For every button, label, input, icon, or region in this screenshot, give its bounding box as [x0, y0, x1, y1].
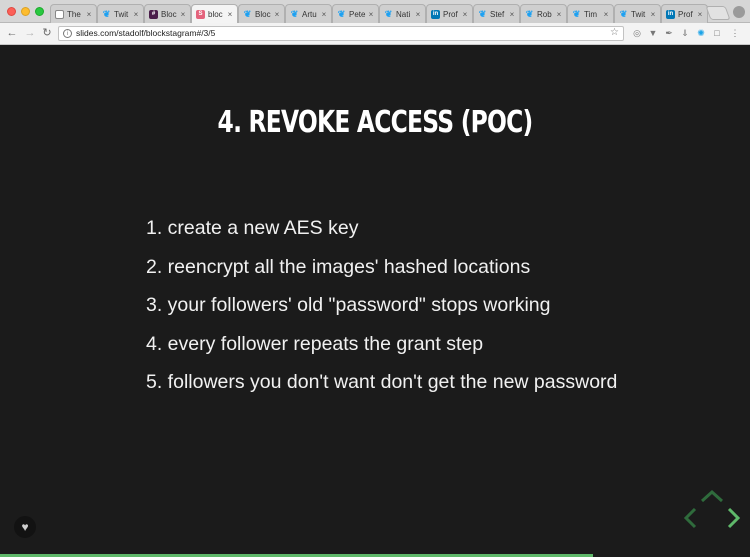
browser-tab[interactable] [50, 4, 97, 23]
reload-icon[interactable]: ↻ [42, 27, 52, 39]
browser-tab[interactable] [520, 4, 567, 23]
tab-close-icon[interactable]: × [368, 9, 374, 19]
tab-title: bloc [208, 9, 223, 19]
tab-close-icon[interactable]: × [697, 9, 703, 19]
tab-title: Artu [302, 9, 317, 19]
tab-close-icon[interactable]: × [227, 9, 233, 19]
twitter-icon: ❦ [525, 8, 534, 19]
tab-title: Prof [443, 9, 458, 19]
browser-tab[interactable] [191, 4, 238, 23]
browser-tab[interactable] [285, 4, 332, 23]
browser-tab[interactable] [614, 4, 661, 23]
tab-strip [50, 4, 708, 23]
bookmark-star-icon[interactable]: ☆ [610, 27, 619, 38]
tab-title: Tim [584, 9, 598, 19]
slack-icon: # [149, 10, 158, 19]
browser-tab[interactable] [332, 4, 379, 23]
browser-tab-bar [0, 0, 750, 23]
heart-icon[interactable]: ♥ [14, 516, 36, 538]
extension-download-icon[interactable]: ⇓ [681, 28, 689, 38]
tab-title: Twit [631, 9, 646, 19]
linkedin-icon: in [432, 11, 439, 17]
twitter-icon: ❦ [478, 8, 487, 19]
maximize-window-button[interactable] [35, 7, 44, 16]
browser-tab[interactable] [473, 4, 520, 23]
tab-title: Rob [537, 9, 552, 19]
nav-right-arrow-icon[interactable] [729, 509, 738, 527]
tab-close-icon[interactable]: × [556, 9, 562, 19]
twitter-icon: ❦ [290, 8, 299, 19]
list-item: 3. your followers' old "password" stops working [146, 294, 551, 316]
tab-title: Pete [349, 9, 366, 19]
url-text: slides.com/stadolf/blockstagram#/3/5 [76, 28, 216, 38]
tab-close-icon[interactable]: × [274, 9, 280, 19]
tab-close-icon[interactable]: × [415, 9, 421, 19]
twitter-icon: ❦ [337, 8, 346, 19]
nav-up-arrow-icon[interactable] [702, 492, 722, 501]
list-item: 2. reencrypt all the images' hashed locations [146, 255, 531, 278]
slide [0, 45, 750, 554]
browser-tab[interactable] [426, 4, 473, 23]
tab-close-icon[interactable]: × [603, 9, 609, 19]
tab-title: Twit [114, 9, 129, 19]
browser-tab[interactable] [144, 4, 191, 23]
twitter-icon: ❦ [619, 8, 628, 19]
new-tab-button[interactable] [705, 6, 730, 20]
linkedin-icon: in [667, 11, 674, 17]
slides-icon: S [196, 10, 205, 19]
extension-circle-icon[interactable]: ◎ [633, 28, 641, 38]
tab-close-icon[interactable]: × [462, 9, 468, 19]
extension-square-icon[interactable]: □ [714, 28, 720, 38]
forward-arrow-icon[interactable]: → [24, 27, 36, 39]
profile-icon[interactable] [733, 6, 745, 18]
tab-title: Bloc [161, 9, 177, 19]
tab-title: Prof [678, 9, 693, 19]
twitter-icon: ❦ [102, 8, 111, 19]
tab-close-icon[interactable]: × [321, 9, 327, 19]
close-window-button[interactable] [7, 7, 16, 16]
doc-icon [55, 10, 64, 19]
tab-close-icon[interactable]: × [650, 9, 656, 19]
tab-title: The [67, 9, 81, 19]
browser-tab[interactable] [567, 4, 614, 23]
browser-tab[interactable] [238, 4, 285, 23]
extension-pen-icon[interactable]: ✒ [665, 28, 673, 38]
twitter-icon: ❦ [572, 8, 581, 19]
back-arrow-icon[interactable]: ← [6, 27, 18, 39]
info-icon[interactable]: i [63, 29, 72, 38]
extension-vee-icon[interactable]: ▼ [648, 28, 658, 38]
tab-title: Bloc [255, 9, 271, 19]
list-item: 5. followers you don't want don't get the new password [146, 371, 618, 393]
twitter-icon: ❦ [243, 8, 252, 19]
browser-toolbar [0, 23, 750, 45]
list-item: 4. every follower repeats the grant step [146, 332, 484, 355]
menu-icon[interactable]: ⋮ [730, 28, 740, 38]
browser-tab[interactable] [97, 4, 144, 23]
twitter-icon: ❦ [384, 8, 393, 19]
address-bar[interactable] [58, 26, 624, 41]
steps-list [146, 215, 617, 408]
browser-tab[interactable] [661, 4, 708, 23]
extension-gear-icon[interactable]: ✺ [697, 28, 705, 38]
tab-close-icon[interactable]: × [180, 9, 186, 19]
tab-title: Nati [396, 9, 411, 19]
minimize-window-button[interactable] [21, 7, 30, 16]
browser-tab[interactable] [379, 4, 426, 23]
tab-close-icon[interactable]: × [509, 9, 515, 19]
slide-navigation [680, 485, 744, 535]
slide-title: 4. REVOKE ACCESS (POC) [217, 105, 533, 140]
tab-title: Stef [490, 9, 505, 19]
tab-close-icon[interactable]: × [86, 9, 92, 19]
nav-left-arrow-icon[interactable] [686, 509, 695, 527]
tab-close-icon[interactable]: × [133, 9, 139, 19]
list-item: 1. create a new AES key [146, 217, 359, 239]
